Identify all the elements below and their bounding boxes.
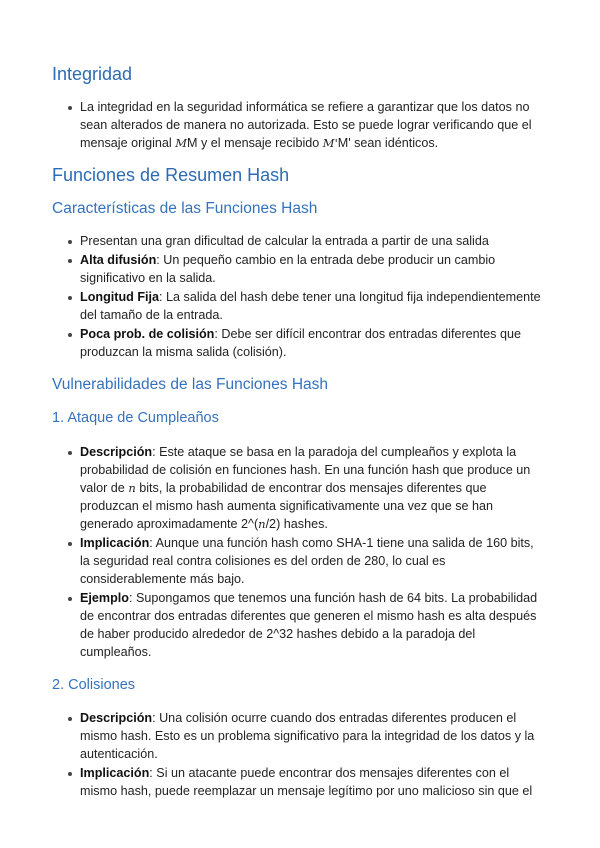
list-item <box>66 232 544 250</box>
list-item <box>66 443 544 533</box>
list-item <box>66 288 544 324</box>
heading-integridad: Integridad <box>52 64 133 84</box>
item-text: La integridad en la seguridad informática se refiere a garantizar que los datos no sean alterados de manera no autorizada. Esto se puede lograr verificando que el mensaje original <box>80 100 532 150</box>
math-var: n <box>258 517 266 531</box>
cumpleanos-list <box>66 443 544 662</box>
item-text: M' sean idénticos. <box>337 136 439 150</box>
heading-caracteristicas: Características de las Funciones Hash <box>52 200 318 217</box>
caracteristicas-list <box>66 232 544 362</box>
item-text: : Un pequeño cambio en la entrada debe producir un cambio significativo en la salida. <box>80 253 496 285</box>
list-item <box>66 534 544 588</box>
list-item <box>66 589 544 661</box>
list-item <box>66 325 544 361</box>
list-item <box>66 98 544 152</box>
item-text: Presentan una gran dificultad de calcular la entrada a partir de una salida <box>80 234 489 248</box>
item-text: : La salida del hash debe tener una longitud fija independientemente del tamaño de la entrada. <box>80 290 541 322</box>
item-text: M y el mensaje recibido <box>187 136 323 150</box>
math-var: n <box>128 481 136 495</box>
list-item <box>66 709 544 763</box>
heading-ataque-cumpleanos: 1. Ataque de Cumpleaños <box>52 410 219 426</box>
item-text: : Este ataque se basa en la paradoja del cumpleaños y explota la probabilidad de colisión en funciones hash. En una función hash que produce un valor de <box>80 445 531 495</box>
list-item <box>66 251 544 287</box>
item-label: Longitud Fija <box>80 290 160 304</box>
item-text: : Una colisión ocurre cuando dos entradas diferentes producen el mismo hash. Esto es un problema significativo para la integridad de los datos y la autenticación. <box>80 711 535 761</box>
heading-vulnerabilidades: Vulnerabilidades de las Funciones Hash <box>52 376 329 393</box>
item-text: : Aunque una función hash como SHA-1 tiene una salida de 160 bits, la seguridad real contra colisiones es del orden de 280, lo cual es considerablemente más bajo. <box>80 536 534 586</box>
math-var: M' <box>322 136 338 150</box>
item-text: bits, la probabilidad de encontrar dos mensajes diferentes que produzcan el mismo hash aumenta significativamente una vez que se han generado aproximadamente 2^( <box>80 481 494 531</box>
integridad-list <box>66 98 544 153</box>
item-label: Descripción <box>80 445 153 459</box>
item-label: Implicación <box>80 766 150 780</box>
heading-funciones-hash: Funciones de Resumen Hash <box>52 165 290 185</box>
item-text: /2) hashes. <box>265 517 328 531</box>
item-label: Implicación <box>80 536 150 550</box>
item-label: Descripción <box>80 711 153 725</box>
math-var: M <box>175 136 187 150</box>
item-text: : Supongamos que tenemos una función hash de 64 bits. La probabilidad de encontrar dos entradas diferentes que generen el mismo hash es alta después de haber producido alrededor de 2^32 hashes debido a la paradoja del cumpleaños. <box>80 591 538 659</box>
item-text: : Debe ser difícil encontrar dos entradas diferentes que produzcan la misma salida (colisión). <box>80 327 521 359</box>
item-text: : Si un atacante puede encontrar dos mensajes diferentes con el mismo hash, puede reemplazar un mensaje legítimo por uno malicioso sin que el <box>80 766 533 798</box>
list-item <box>66 764 544 800</box>
heading-colisiones: 2. Colisiones <box>52 677 136 693</box>
colisiones-list <box>66 709 544 801</box>
item-label: Poca prob. de colisión <box>80 327 215 341</box>
item-label: Ejemplo <box>80 591 129 605</box>
item-label: Alta difusión <box>80 253 157 267</box>
